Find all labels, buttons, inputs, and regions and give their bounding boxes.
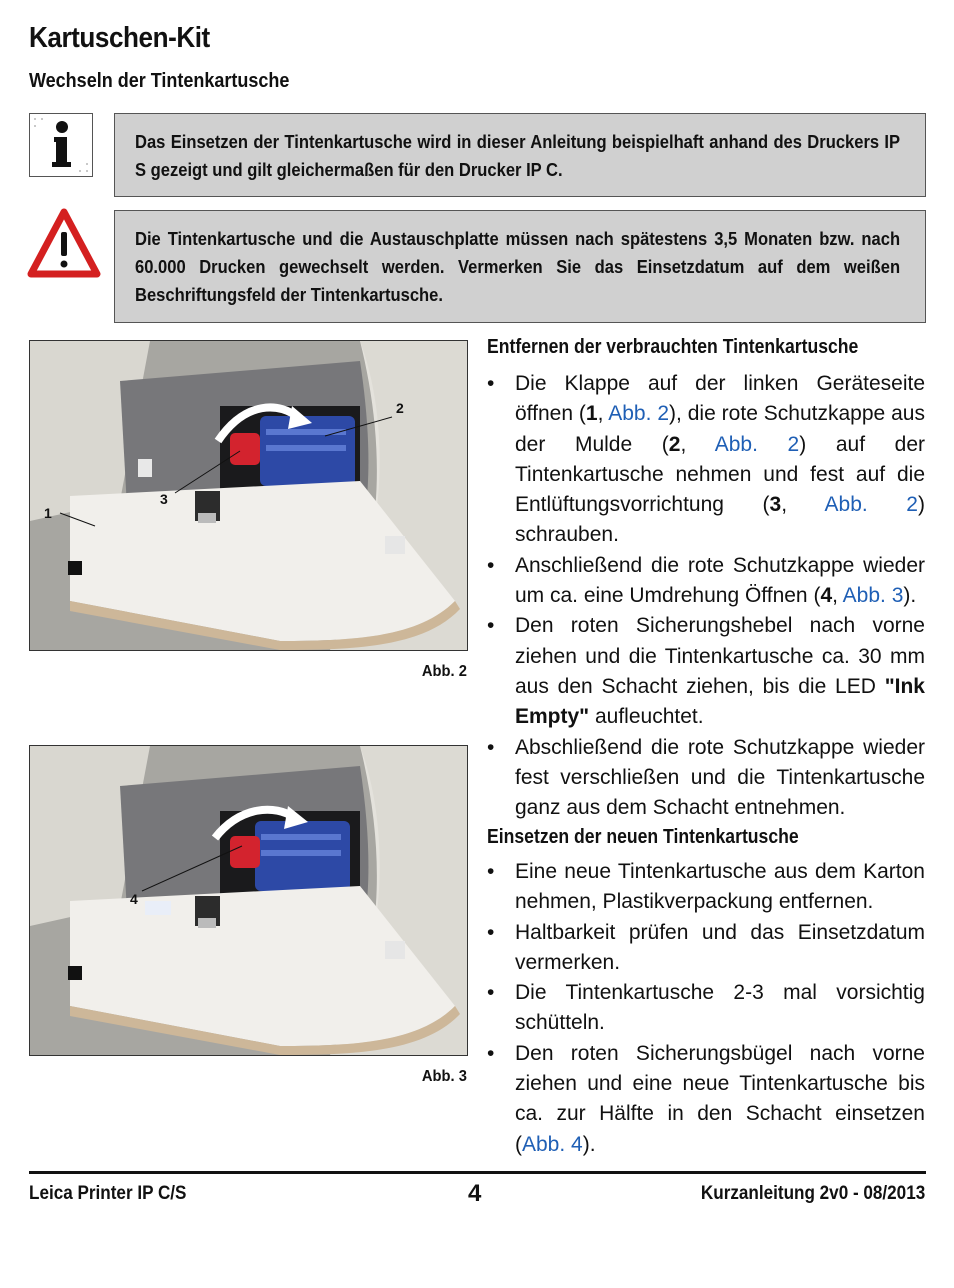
footer-doc-version: Kurzanleitung 2v0 - 08/2013 <box>700 1183 925 1204</box>
section-remove <box>487 336 925 823</box>
section-heading-insert: Einsetzen der neuen Tintenkartusche <box>487 826 799 848</box>
section-insert <box>487 826 925 1160</box>
list-item: • Haltbarkeit prüfen und das Einsetzdatum vermerken. <box>487 918 925 979</box>
figure-caption-abb-3: Abb. 3 <box>422 1068 467 1085</box>
list-item: • Eine neue Tintenkartusche aus dem Karton nehmen, Plastikverpackung entfernen. <box>487 857 925 918</box>
section-heading-remove: Entfernen der verbrauchten Tintenkartusche <box>487 336 859 358</box>
list-item: • Die Klappe auf der linken Geräteseite öffnen (1, Abb. 2), die rote Schutzkappe aus der Mulde (2, Abb. 2) auf der Tintenkartusche nehmen und fest auf die Entlüftungsvorrichtung (3, Abb. 2) schrauben. <box>487 369 925 551</box>
callout-1: 1 <box>44 505 52 521</box>
page-subtitle: Wechseln der Tintenkartusche <box>29 70 290 92</box>
link-abb-2[interactable]: Abb. 2 <box>714 432 800 456</box>
info-note <box>114 113 926 197</box>
footer-divider <box>29 1171 926 1174</box>
page-title: Kartuschen-Kit <box>29 22 210 54</box>
link-abb-3[interactable]: Abb. 3 <box>842 584 904 608</box>
warning-note <box>114 210 926 323</box>
list-item: • Den roten Sicherungsbügel nach vorne ziehen und eine neue Tintenkartusche bis ca. zur Hälfte in den Schacht einsetzen (Abb. 4). <box>487 1039 925 1160</box>
warning-icon <box>27 206 101 280</box>
footer-product: Leica Printer IP C/S <box>29 1183 187 1204</box>
list-item: • Den roten Sicherungshebel nach vorne ziehen und die Tintenkartusche ca. 30 mm aus den Schacht ziehen, bis die LED "Ink Empty" aufleuchtet. <box>487 611 925 732</box>
link-abb-2[interactable]: Abb. 2 <box>824 493 918 517</box>
list-item: • Abschließend die rote Schutzkappe wieder fest verschließen und die Tintenkartusche ganz aus dem Schacht entnehmen. <box>487 733 925 824</box>
figure-abb-3 <box>29 745 468 1056</box>
info-note-text: Das Einsetzen der Tintenkartusche wird in dieser Anleitung beispielhaft anhand des Druckers IP S gezeigt und gilt gleichermaßen für den Drucker IP C. <box>135 132 901 180</box>
info-icon <box>29 113 93 177</box>
callout-2: 2 <box>396 400 404 416</box>
callout-4: 4 <box>130 891 138 907</box>
warning-note-text: Die Tintenkartusche und die Austauschplatte müssen nach spätestens 3,5 Monaten bzw. nach 60.000 Drucken gewechselt werden. Vermerken Sie das Einsetzdatum auf dem weißen Beschriftungsfeld der Tintenkartusche. <box>135 229 901 305</box>
figure-caption-abb-2: Abb. 2 <box>422 663 467 680</box>
list-item: • Die Tintenkartusche 2-3 mal vorsichtig schütteln. <box>487 978 925 1039</box>
link-abb-2[interactable]: Abb. 2 <box>608 402 669 426</box>
figure-abb-2 <box>29 340 468 651</box>
callout-3: 3 <box>160 491 168 507</box>
page-number: 4 <box>468 1180 482 1207</box>
list-item: • Anschließend die rote Schutzkappe wieder um ca. eine Umdrehung Öffnen (4, Abb. 3). <box>487 551 925 612</box>
link-abb-4[interactable]: Abb. 4 <box>522 1132 583 1156</box>
